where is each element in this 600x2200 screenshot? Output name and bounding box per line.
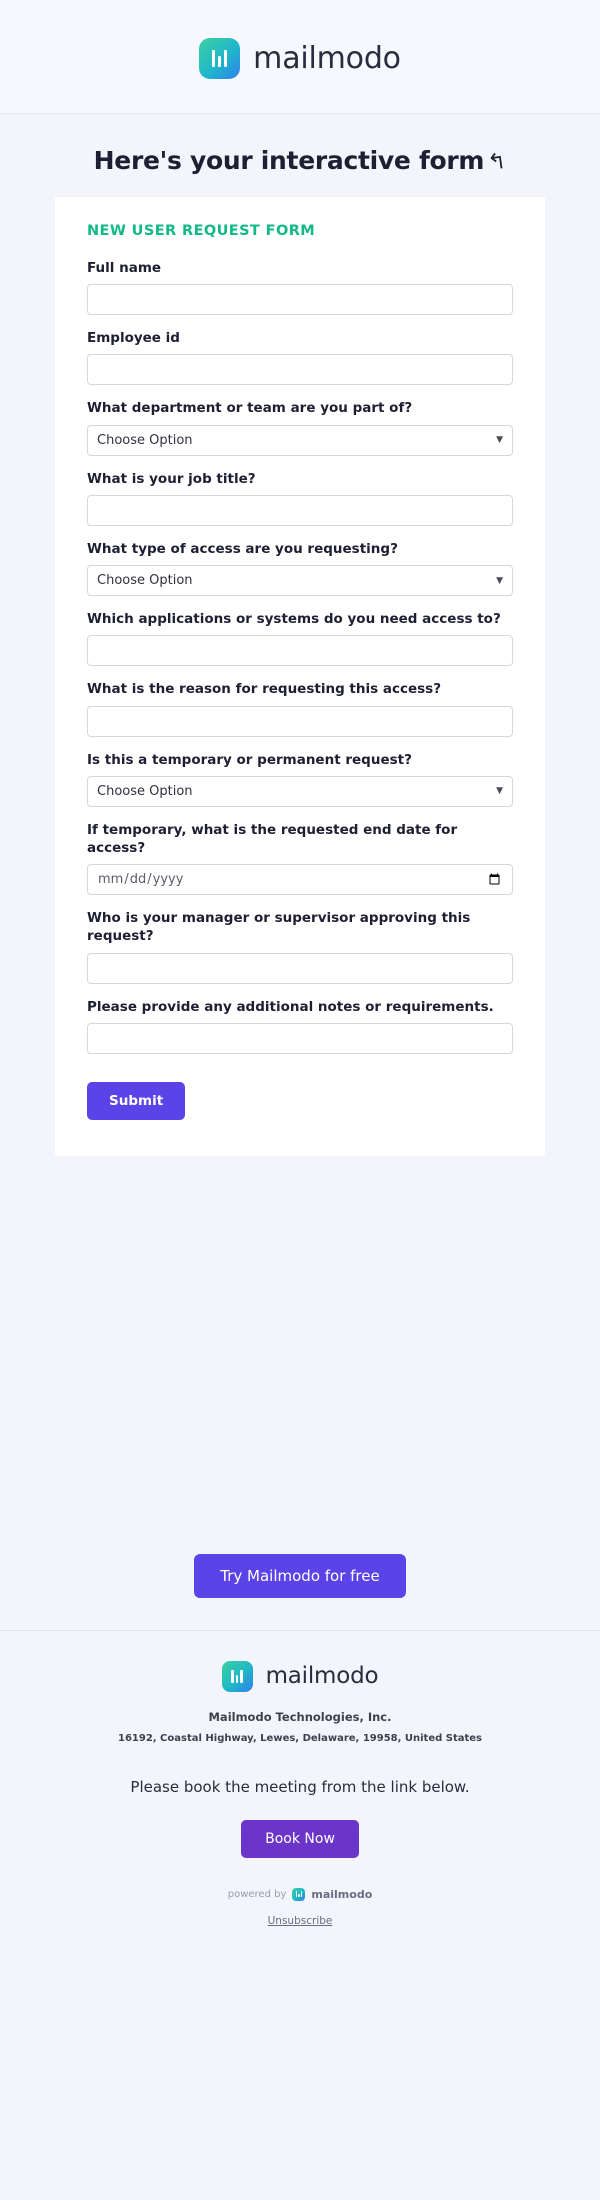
label-department: What department or team are you part of? xyxy=(87,400,413,417)
end-date-input[interactable] xyxy=(87,864,513,895)
form-title: NEW USER REQUEST FORM xyxy=(87,223,316,239)
mailmodo-logo-icon xyxy=(222,1661,253,1692)
footer-brand-name: mailmodo xyxy=(265,1663,379,1690)
field-request-duration xyxy=(87,751,513,807)
cta-section xyxy=(0,1156,600,1598)
department-select[interactable] xyxy=(87,425,513,456)
full-name-input[interactable] xyxy=(87,284,513,315)
field-department xyxy=(87,399,513,455)
unsubscribe-link[interactable]: Unsubscribe xyxy=(267,1914,333,1927)
field-end-date xyxy=(87,821,513,895)
field-applications xyxy=(87,610,513,666)
page-title-text: Here's your interactive form xyxy=(93,146,485,175)
powered-by-brand: mailmodo xyxy=(311,1887,373,1901)
label-end-date: If temporary, what is the requested end date for access? xyxy=(87,821,458,856)
powered-by-label: powered by xyxy=(227,1888,287,1900)
field-additional-notes xyxy=(87,998,513,1054)
department-select-wrap xyxy=(87,425,513,456)
field-manager xyxy=(87,909,513,983)
hero-section xyxy=(0,114,600,197)
label-manager: Who is your manager or supervisor approving this request? xyxy=(87,910,471,945)
powered-by xyxy=(20,1888,580,1901)
chevron-down-icon: ▼ xyxy=(496,786,503,797)
company-name: Mailmodo Technologies, Inc. xyxy=(208,1709,392,1724)
label-reason: What is the reason for requesting this access? xyxy=(87,681,442,698)
mailmodo-logo-icon xyxy=(199,38,240,79)
label-additional-notes: Please provide any additional notes or requirements. xyxy=(87,998,494,1015)
email-footer xyxy=(0,1630,600,1950)
field-access-type xyxy=(87,540,513,596)
brand-logo xyxy=(199,38,401,79)
page-title xyxy=(20,146,580,175)
field-reason xyxy=(87,680,513,736)
mailmodo-logo-icon xyxy=(292,1888,305,1901)
access-type-select-wrap xyxy=(87,565,513,596)
field-full-name xyxy=(87,259,513,315)
field-employee-id xyxy=(87,329,513,385)
additional-notes-input[interactable] xyxy=(87,1023,513,1054)
submit-button[interactable]: Submit xyxy=(87,1082,185,1120)
chevron-down-icon: ▼ xyxy=(496,575,503,586)
request-duration-select-wrap xyxy=(87,776,513,807)
interactive-form-card xyxy=(55,197,545,1156)
chevron-down-icon: ▼ xyxy=(496,435,503,446)
email-header xyxy=(0,0,600,114)
manager-input[interactable] xyxy=(87,953,513,984)
company-address: 16192, Coastal Highway, Lewes, Delaware, 19958, United States xyxy=(117,1732,483,1744)
label-employee-id: Employee id xyxy=(87,330,180,347)
request-duration-select[interactable] xyxy=(87,776,513,807)
try-mailmodo-button[interactable]: Try Mailmodo for free xyxy=(194,1554,405,1598)
label-request-duration: Is this a temporary or permanent request? xyxy=(87,751,412,768)
reason-input[interactable] xyxy=(87,706,513,737)
applications-input[interactable] xyxy=(87,635,513,666)
book-now-button[interactable]: Book Now xyxy=(241,1820,359,1858)
job-title-input[interactable] xyxy=(87,495,513,526)
brand-name: mailmodo xyxy=(253,41,401,76)
label-job-title: What is your job title? xyxy=(87,470,256,487)
booking-instruction: Please book the meeting from the link below. xyxy=(130,1777,470,1796)
label-full-name: Full name xyxy=(87,260,162,276)
footer-brand-logo xyxy=(20,1661,580,1692)
access-type-select[interactable] xyxy=(87,565,513,596)
label-access-type: What type of access are you requesting? xyxy=(87,540,398,557)
label-applications: Which applications or systems do you need access to? xyxy=(87,611,501,628)
curved-arrow-icon: ↱ xyxy=(486,148,508,177)
field-job-title xyxy=(87,470,513,526)
employee-id-input[interactable] xyxy=(87,354,513,385)
